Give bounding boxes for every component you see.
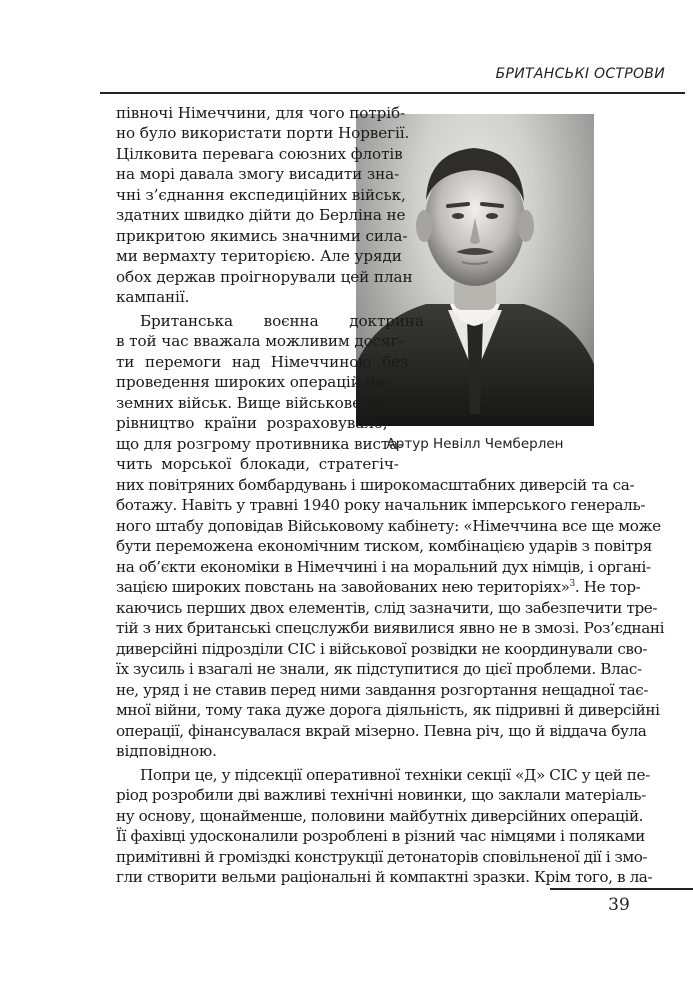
body-line-16: рівництво країни розраховувало, <box>116 414 388 432</box>
body-line-31: операції, фінансувалася вкрай мізерно. Певна річ, що й віддача була <box>116 722 647 740</box>
body-line-17: що для розгрому противника виста- <box>116 435 404 453</box>
body-line-37: примітивні й громіздкі конструкції детонаторів сповільненої дії і змо- <box>116 848 648 866</box>
body-line-18: чить морської блокади, стратегіч- <box>116 455 399 473</box>
body-line-28: їх зусиль і взагалі не знали, як підступитися до цієї проблеми. Влас- <box>116 660 642 678</box>
body-line-6: здатних швидко дійти до Берліна не <box>116 206 406 224</box>
body-line-29: не, уряд і не ставив перед ними завдання розгортання нещадної тає- <box>116 681 649 699</box>
page-number: 39 <box>608 895 630 915</box>
body-line-10: кампанії. <box>116 288 190 306</box>
body-line-12: в той час вважала можливим досяг- <box>116 332 404 350</box>
body-line-33: Попри це, у підсекції оперативної техніки секції «Д» СІС у цей пе- <box>140 766 650 784</box>
body-line-32: відповідною. <box>116 742 217 760</box>
body-line-30: мної війни, тому така дуже дорога діяльність, як підривні й диверсійні <box>116 701 660 719</box>
body-line-23: на об’єкти економіки в Німеччині і на моральний дух німців, і органі- <box>116 558 651 576</box>
body-line-35: ну основу, щонайменше, половини майбутніх диверсійних операцій. <box>116 807 644 825</box>
body-line-21: ного штабу доповідав Військовому кабінету: «Німеччина все ще може <box>116 517 661 535</box>
running-header: БРИТАНСЬКІ ОСТРОВИ <box>495 66 665 82</box>
body-line-26: тій з них британські спецслужби виявилися явно не в змозі. Роз’єднані <box>116 619 665 637</box>
body-line-24-tail: . Не тор- <box>574 578 641 596</box>
body-line-27: диверсійні підрозділи СІС і військової розвідки не координували сво- <box>116 640 648 658</box>
body-line-22: бути переможена економічним тиском, комбінацією ударів з повітря <box>116 537 652 555</box>
body-line-5: чні з’єднання експедиційних військ, <box>116 186 406 204</box>
body-line-11: Британська воєнна доктрина <box>140 312 424 330</box>
body-line-3: Цілковита перевага союзних флотів <box>116 145 403 163</box>
body-line-14: проведення широких операцій на- <box>116 373 390 391</box>
body-line-15: земних військ. Вище військове ке- <box>116 394 390 412</box>
body-line-8: ми вермахту територією. Але уряди <box>116 247 402 265</box>
body-line-24 <box>116 578 640 597</box>
body-line-20: ботажу. Навіть у травні 1940 року начальник імперського генераль- <box>116 496 646 514</box>
body-line-9: обох держав проігнорували цей план <box>116 268 413 286</box>
header-rule <box>100 92 685 94</box>
body-line-4: на морі давала змогу висадити зна- <box>116 165 400 183</box>
photo-caption: Артур Невілл Чемберлен <box>386 436 564 452</box>
body-line-19: них повітряних бомбардувань і широкомасштабних диверсій та са- <box>116 476 635 494</box>
footer-rule <box>550 888 693 890</box>
body-line-24-text: зацією широких повстань на завойованих нею територіях» <box>116 578 570 596</box>
body-line-25: каючись перших двох елементів, слід зазначити, що забезпечити тре- <box>116 599 658 617</box>
footnote-ref-3: 3 <box>569 578 575 589</box>
body-line-2: но було використати порти Норвегії. <box>116 124 410 142</box>
body-line-1: півночі Німеччини, для чого потріб- <box>116 104 406 122</box>
body-line-36: Її фахівці удосконалили розроблені в різний час німцями і поляками <box>116 827 645 845</box>
body-line-7: прикритою якимись значними сила- <box>116 227 408 245</box>
body-line-13: ти перемоги над Німеччиною без <box>116 353 409 371</box>
body-line-38: гли створити вельми раціональні й компактні зразки. Крім того, в ла- <box>116 868 653 886</box>
body-line-34: ріод розробили дві важливі технічні новинки, що заклали матеріаль- <box>116 786 646 804</box>
